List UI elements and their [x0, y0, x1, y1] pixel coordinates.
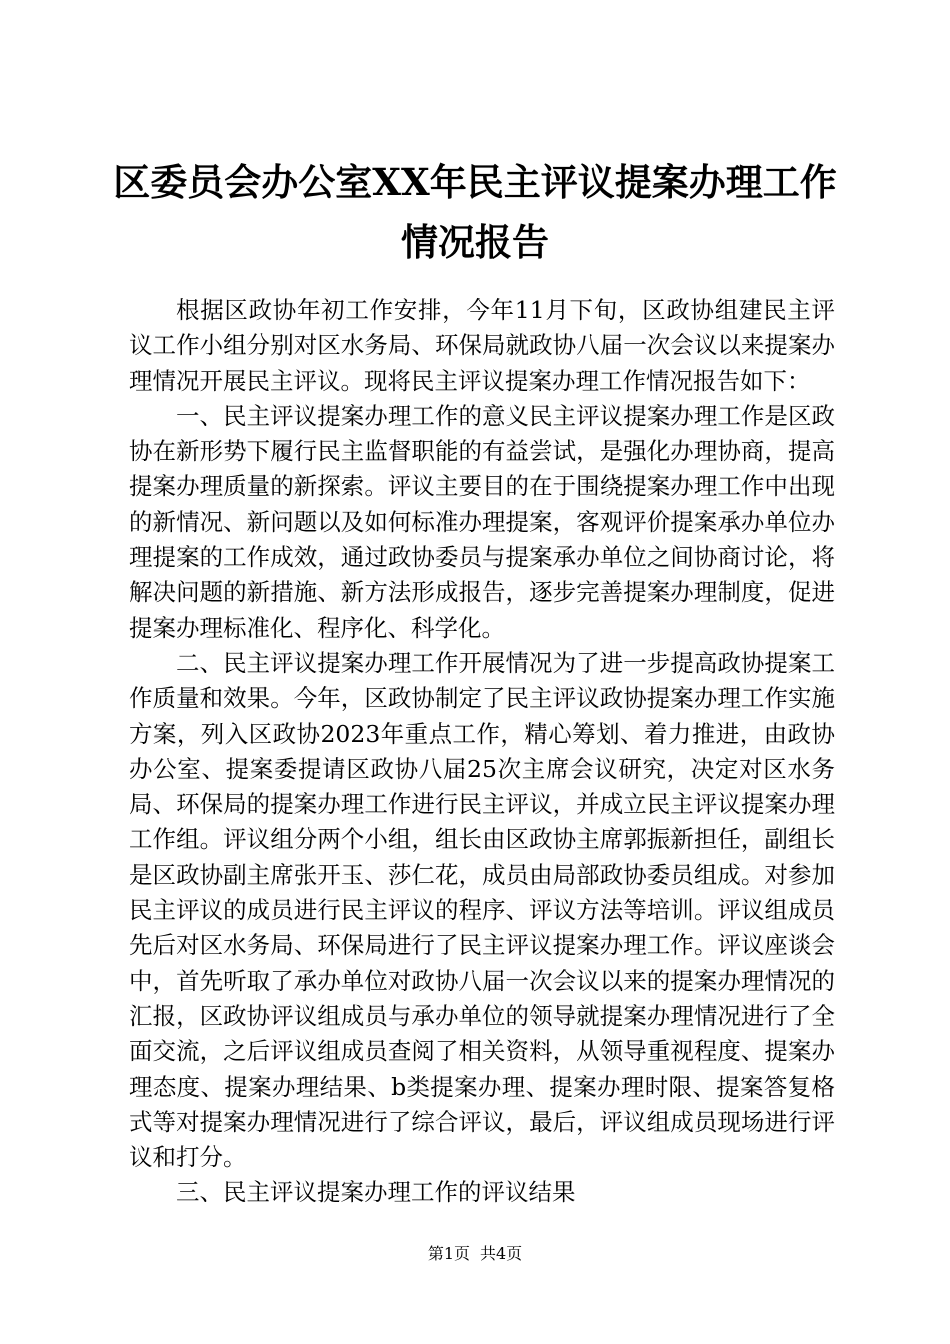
paragraph-section-2: 二、民主评议提案办理工作开展情况为了进一步提高政协提案工作质量和效果。今年，区政协制定了民主评议政协提案办理工作实施方案，列入区政协2023年重点工作，精心筹划、着力推进，由政协办公室、提案委提请区政协八届25次主席会议研究，决定对区水务局、环保局的提案办理工作进行民主评议，并成立民主评议提案办理工作组。评议组分两个小组，组长由区政协主席郭振新担任，副组长是区政协副主席张开玉、莎仁花，成员由局部政协委员组成。对参加民主评议的成员进行民主评议的程序、评议方法等培训。评议组成员先后对区水务局、环保局进行了民主评议提案办理工作。评议座谈会中，首先听取了承办单位对政协八届一次会议以来的提案办理情况的汇报，区政协评议组成员与承办单位的领导就提案办理情况进行了全面交流，之后评议组成员查阅了相关资料，从领导重视程度、提案办理态度、提案办理结果、b类提案办理、提案办理时限、提案答复格式等对提案办理情况进行了综合评议，最后，评议组成员现场进行评议和打分。: [129, 648, 835, 1172]
page-number: 第1页: [427, 1244, 470, 1263]
document-title-line-1: 区委员会办公室XX年民主评议提案办理工作: [113, 160, 837, 204]
paragraph-section-1: 一、民主评议提案办理工作的意义民主评议提案办理工作是区政协在新形势下履行民主监督职能的有益尝试，是强化办理协商，提高提案办理质量的新探索。评议主要目的在于围绕提案办理工作中出现的新情况、新问题以及如何标准办理提案，客观评价提案承办单位办理提案的工作成效，通过政协委员与提案承办单位之间协商讨论，将解决问题的新措施、新方法形成报告，逐步完善提案办理制度，促进提案办理标准化、程序化、科学化。: [129, 401, 835, 642]
document-title-line-2: 情况报告: [401, 220, 549, 264]
document-body: [129, 293, 835, 1211]
paragraph-intro: 根据区政协年初工作安排，今年11月下旬，区政协组建民主评议工作小组分别对区水务局、环保局就政协八届一次会议以来提案办理情况开展民主评议。现将民主评议提案办理工作情况报告如下：: [129, 296, 835, 395]
paragraph-section-3-heading: 三、民主评议提案办理工作的评议结果: [176, 1178, 576, 1207]
page-total: 共4页: [480, 1244, 523, 1263]
page-footer: [0, 1244, 950, 1264]
